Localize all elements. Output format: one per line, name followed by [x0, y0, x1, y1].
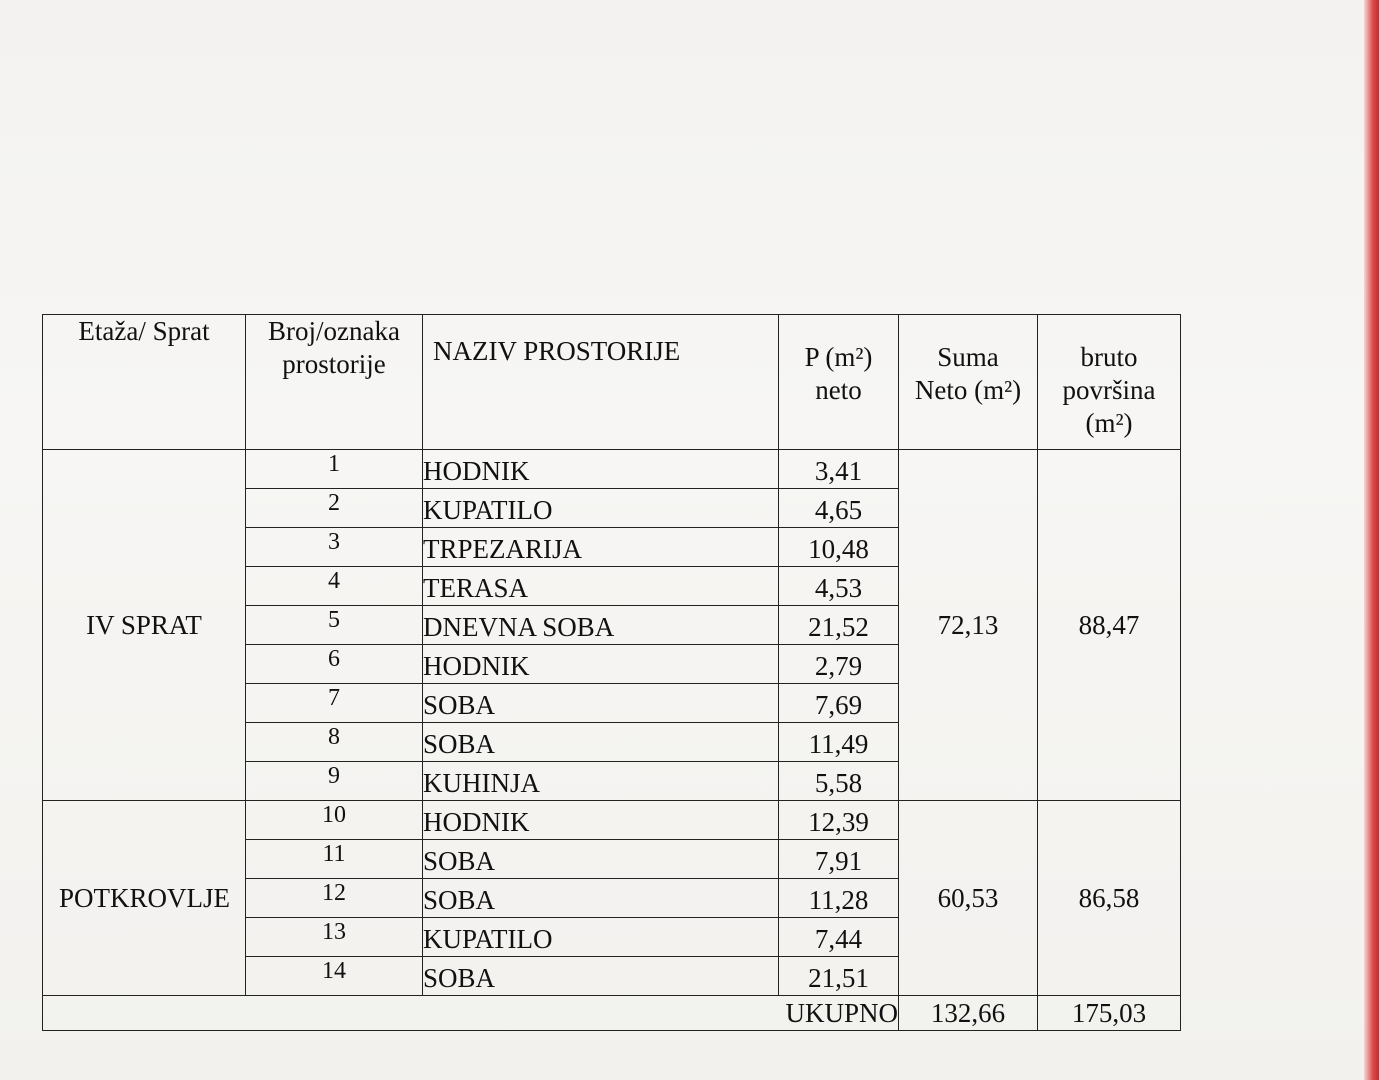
- floor-gross-area: 86,58: [1038, 801, 1181, 996]
- room-name: HODNIK: [423, 801, 779, 840]
- room-name: HODNIK: [423, 450, 779, 489]
- total-gross-area: 175,03: [1038, 996, 1181, 1031]
- room-number: 12: [246, 879, 423, 918]
- room-name: HODNIK: [423, 645, 779, 684]
- room-net-area: 7,44: [779, 918, 899, 957]
- room-net-area: 11,49: [779, 723, 899, 762]
- room-number: 9: [246, 762, 423, 801]
- table-row: [43, 450, 1181, 489]
- header-net-sum: Suma Neto (m²): [899, 315, 1038, 450]
- room-number: 8: [246, 723, 423, 762]
- floor-label: POTKROVLJE: [43, 801, 246, 996]
- room-net-area: 4,65: [779, 489, 899, 528]
- room-name: SOBA: [423, 957, 779, 996]
- header-floor: Etaža/ Sprat: [43, 315, 246, 450]
- room-net-area: 21,52: [779, 606, 899, 645]
- room-net-area: 11,28: [779, 879, 899, 918]
- room-number: 4: [246, 567, 423, 606]
- room-name: SOBA: [423, 840, 779, 879]
- floor-net-sum: 60,53: [899, 801, 1038, 996]
- room-number: 10: [246, 801, 423, 840]
- room-name: SOBA: [423, 684, 779, 723]
- room-net-area: 3,41: [779, 450, 899, 489]
- header-row: [43, 315, 1181, 450]
- room-name: KUPATILO: [423, 489, 779, 528]
- room-net-area: 7,91: [779, 840, 899, 879]
- header-gross-area: bruto površina (m²): [1038, 315, 1181, 450]
- room-number: 14: [246, 957, 423, 996]
- total-row: [43, 996, 1181, 1031]
- room-number: 5: [246, 606, 423, 645]
- room-net-area: 2,79: [779, 645, 899, 684]
- room-number: 2: [246, 489, 423, 528]
- room-name: SOBA: [423, 723, 779, 762]
- room-name: KUPATILO: [423, 918, 779, 957]
- room-name: TRPEZARIJA: [423, 528, 779, 567]
- room-number: 11: [246, 840, 423, 879]
- room-area-table: [42, 314, 1181, 1031]
- header-room-name: NAZIV PROSTORIJE: [423, 315, 779, 450]
- room-number: 7: [246, 684, 423, 723]
- total-net-sum: 132,66: [899, 996, 1038, 1031]
- floor-net-sum: 72,13: [899, 450, 1038, 801]
- floor-label: IV SPRAT: [43, 450, 246, 801]
- header-room-number: Broj/oznaka prostorije: [246, 315, 423, 450]
- total-label: UKUPNO: [43, 996, 899, 1031]
- room-name: KUHINJA: [423, 762, 779, 801]
- room-number: 13: [246, 918, 423, 957]
- room-net-area: 12,39: [779, 801, 899, 840]
- room-net-area: 21,51: [779, 957, 899, 996]
- page-edge: [1364, 0, 1379, 1080]
- room-name: TERASA: [423, 567, 779, 606]
- room-net-area: 5,58: [779, 762, 899, 801]
- room-net-area: 10,48: [779, 528, 899, 567]
- room-name: SOBA: [423, 879, 779, 918]
- room-net-area: 4,53: [779, 567, 899, 606]
- header-net-area: P (m²) neto: [779, 315, 899, 450]
- room-number: 1: [246, 450, 423, 489]
- table-row: [43, 801, 1181, 840]
- room-name: DNEVNA SOBA: [423, 606, 779, 645]
- room-net-area: 7,69: [779, 684, 899, 723]
- floor-gross-area: 88,47: [1038, 450, 1181, 801]
- room-number: 6: [246, 645, 423, 684]
- room-number: 3: [246, 528, 423, 567]
